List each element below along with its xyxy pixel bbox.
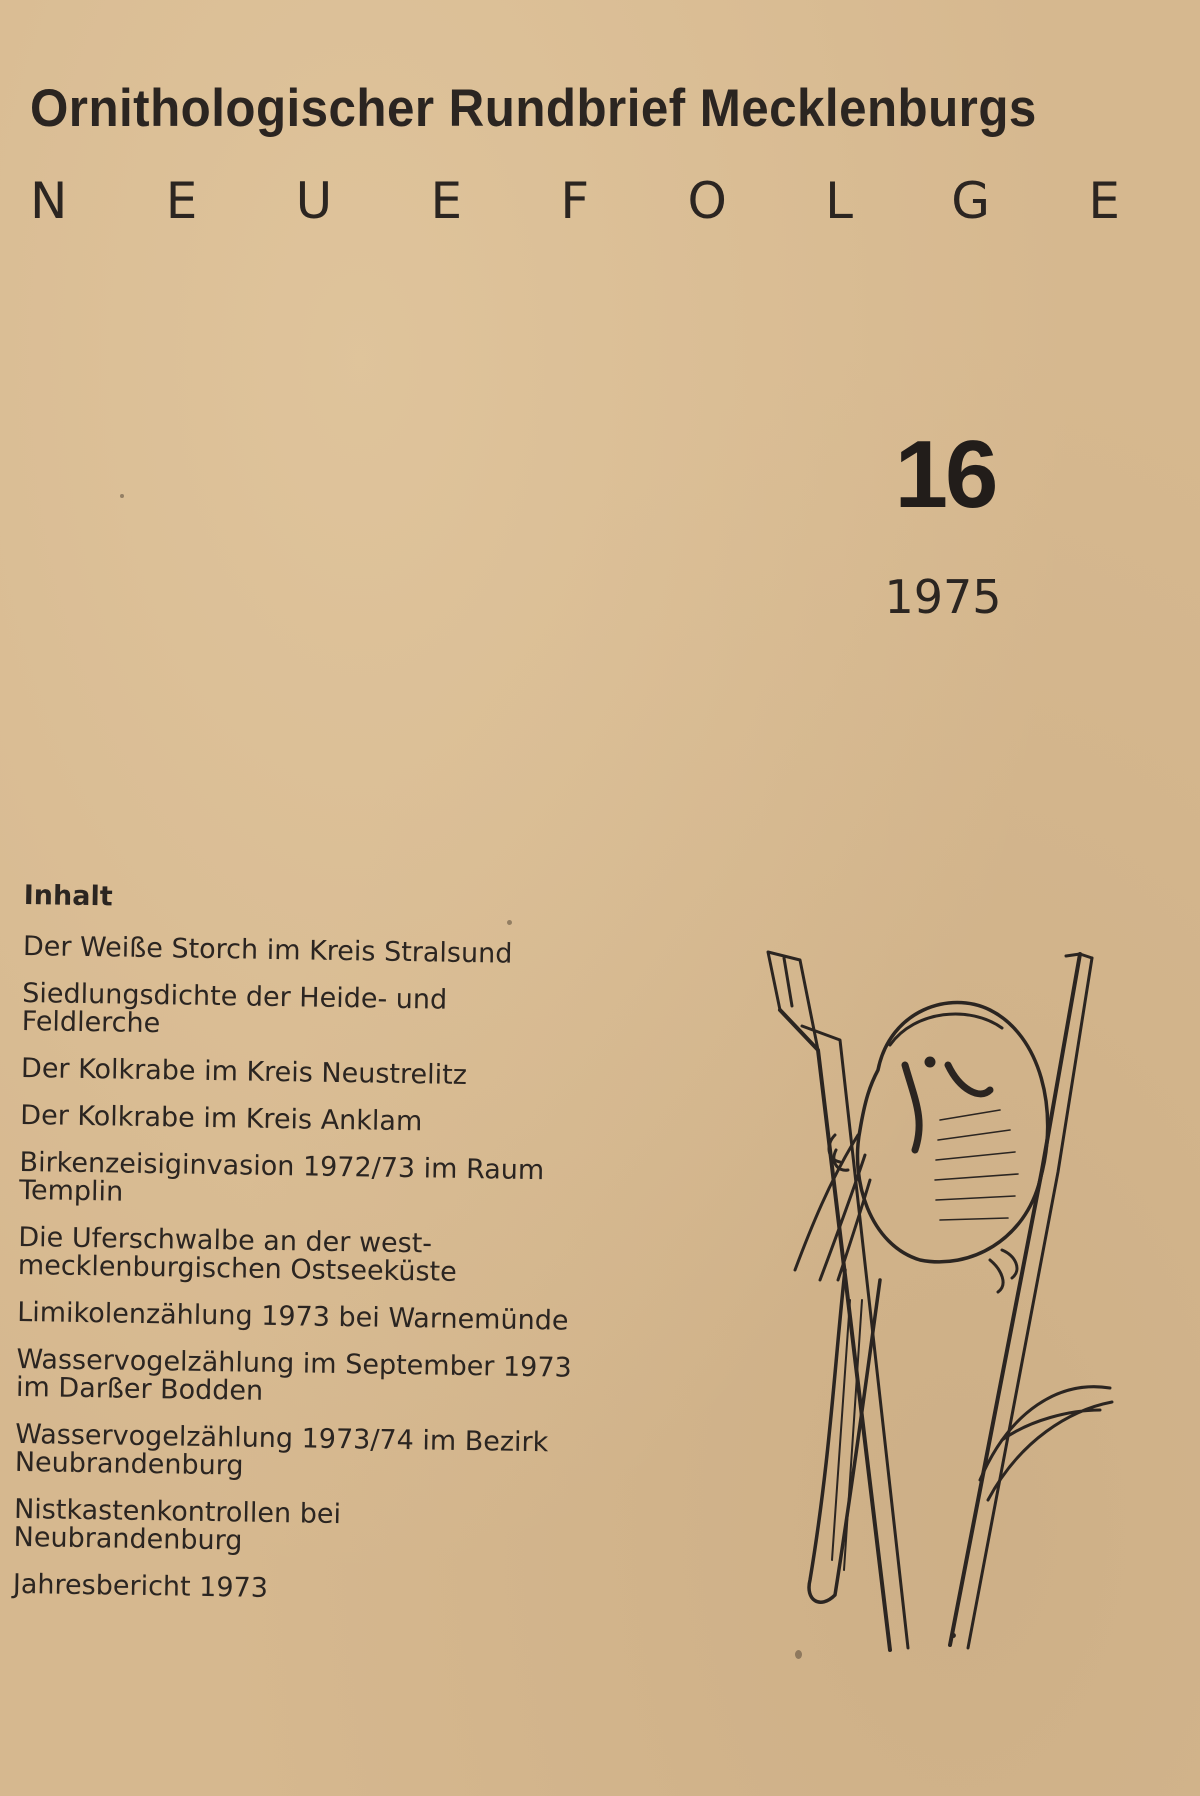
subtitle-letter: U	[295, 172, 333, 230]
contents-item: Nistkastenkontrollen bei Neubrandenburg	[13, 1493, 342, 1557]
contents-item: Der Kolkrabe im Kreis Neustrelitz	[20, 1052, 468, 1091]
subtitle-letter: E	[165, 172, 198, 230]
contents-item: Siedlungsdichte der Heide- und Feldlerche	[21, 977, 448, 1040]
paper-speck	[120, 494, 124, 498]
contents-item: Wasservogelzählung im September 1973 im Darßer Bodden	[15, 1343, 572, 1407]
contents-list	[12, 930, 583, 1608]
subtitle-letter: F	[560, 172, 590, 230]
contents-item: Jahresbericht 1973	[12, 1568, 269, 1604]
issue-year: 1975	[884, 570, 1002, 624]
reed-stalk-right	[950, 954, 1080, 1645]
subtitle-letter: G	[951, 172, 991, 230]
contents-heading: Inhalt	[23, 880, 113, 913]
bearded-tit-illustration	[740, 940, 1120, 1660]
contents-item: Wasservogelzählung 1973/74 im Bezirk Neubrandenburg	[14, 1418, 549, 1482]
paper-speck	[507, 920, 512, 925]
reed-leaf	[980, 1387, 1112, 1500]
subtitle-letter: N	[30, 172, 68, 230]
contents-item: Limikolenzählung 1973 bei Warnemünde	[16, 1296, 569, 1337]
contents-item: Birkenzeisiginvasion 1972/73 im Raum Templin	[18, 1146, 545, 1208]
paper-speck	[795, 1650, 802, 1659]
subtitle-letter: E	[1088, 172, 1120, 230]
subtitle-letter: E	[430, 172, 463, 230]
subtitle-letter: O	[687, 172, 727, 230]
contents-item: Der Kolkrabe im Kreis Anklam	[20, 1099, 423, 1138]
series-subtitle	[30, 172, 1120, 230]
table-of-contents	[12, 880, 584, 1627]
bird-moustache	[905, 1065, 990, 1150]
contents-item: Die Uferschwalbe an der west- mecklenburgischen Ostseeküste	[17, 1221, 457, 1288]
journal-title: Ornithologischer Rundbrief Mecklenburgs	[30, 79, 1037, 138]
artist-monogram: •	[948, 1626, 959, 1647]
subtitle-letter: L	[825, 172, 853, 230]
contents-item: Der Weiße Storch im Kreis Stralsund	[22, 930, 513, 970]
issue-number: 16	[894, 421, 996, 528]
bird-body	[858, 1003, 1048, 1262]
